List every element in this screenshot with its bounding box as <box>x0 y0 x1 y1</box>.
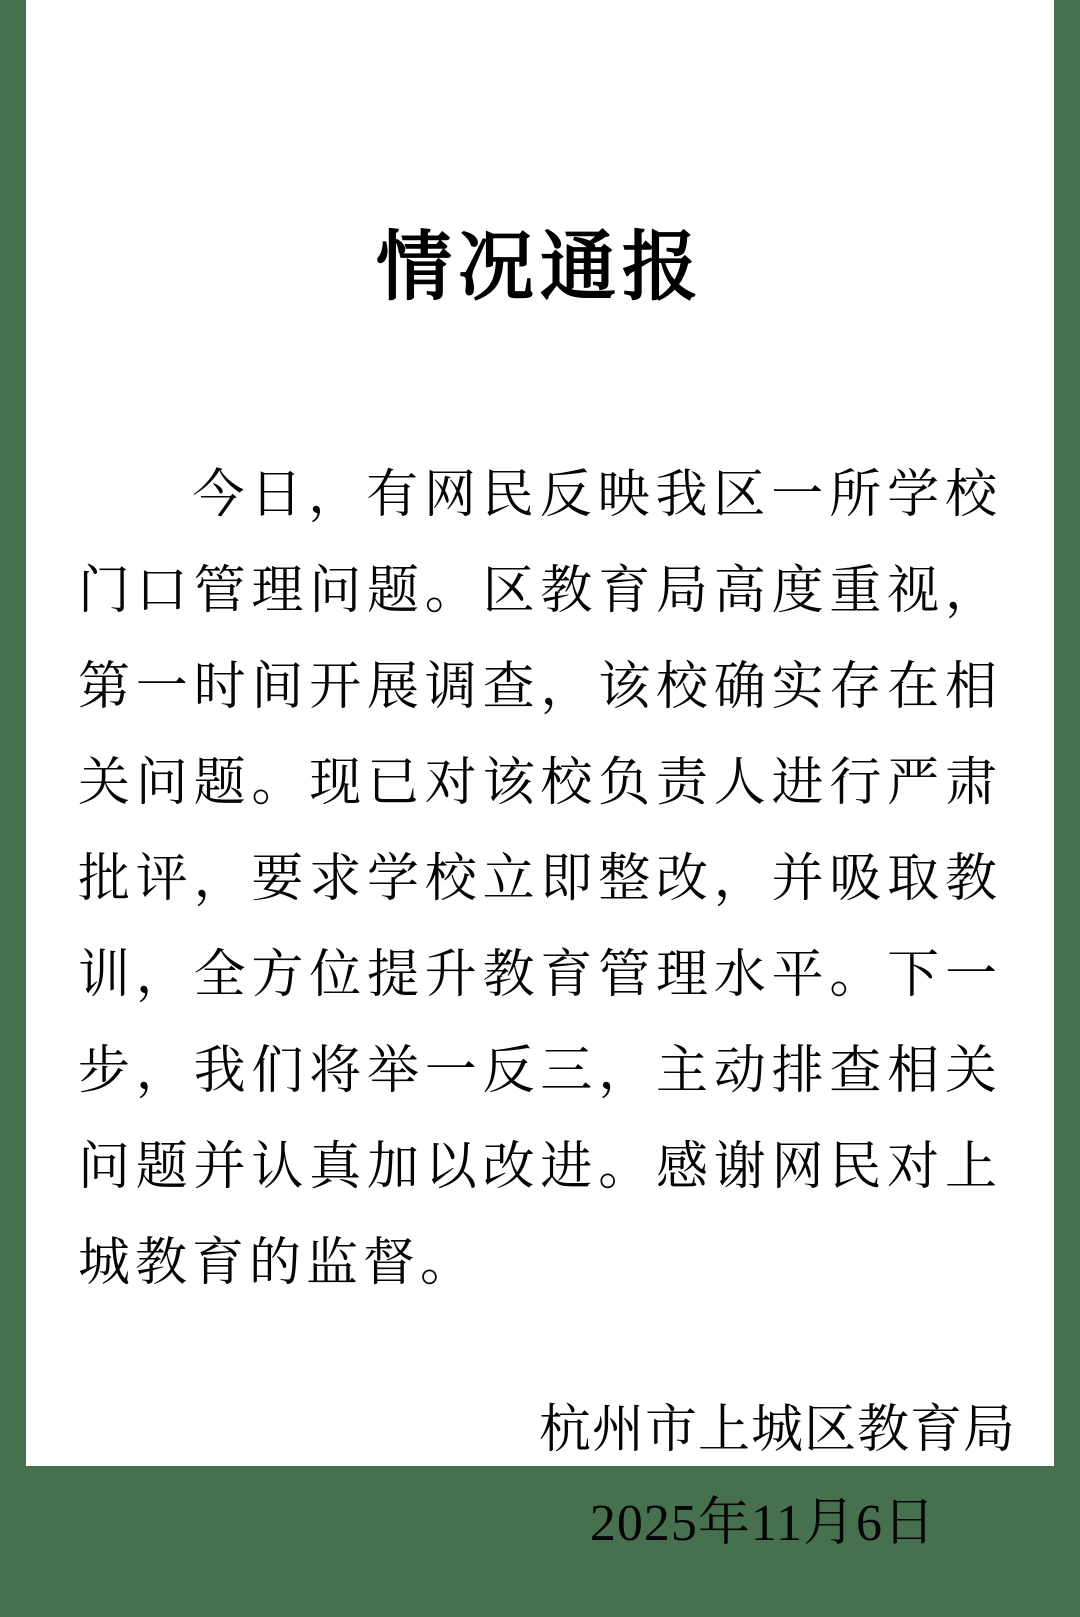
notice-signature: 杭州市上城区教育局 <box>538 1402 1016 1459</box>
notice-card <box>26 0 1054 1552</box>
notice-date: 2025年11月6日 <box>589 1495 936 1552</box>
notice-body: 今日，有网民反映我区一所学校门口管理问题。区教育局高度重视，第一时间开展调查，该校确实存在相关问题。现已对该校负责人进行严肃批评，要求学校立即整改，并吸取教训，全方位提升教育管理水平。下一步，我们将举一反三，主动排查相关问题并认真加以改进。感谢网民对上城教育的监督。 <box>78 467 1002 1292</box>
notice-title: 情况通报 <box>376 225 704 310</box>
